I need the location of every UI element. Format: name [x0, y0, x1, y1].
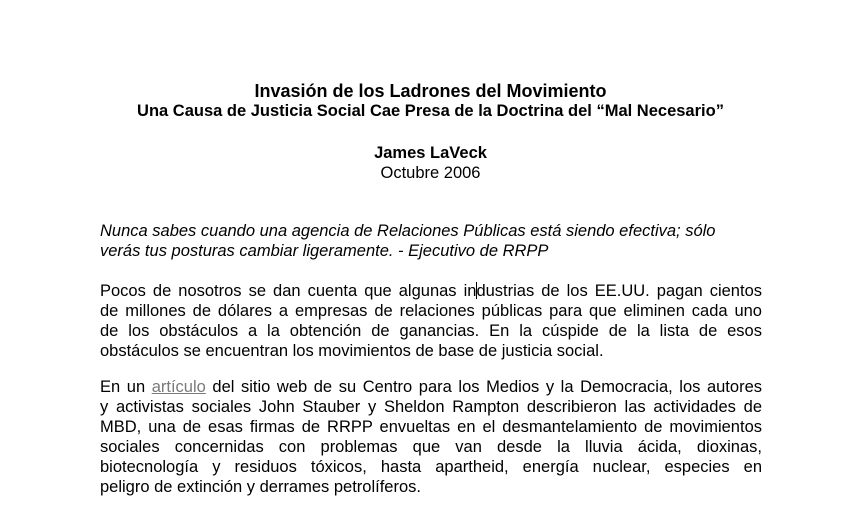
paragraph-line: biotecnología y residuos tóxicos, hasta apartheid, energía nuclear, especies en [100, 458, 762, 476]
paragraph-line: y activistas sociales John Stauber y Sheldon Rampton describieron las actividades de [100, 398, 762, 416]
author-name: James LaVeck [374, 144, 487, 162]
paragraph-line: de los obstáculos a la obtención de ganancias. En la cúspide de la lista de esos [100, 322, 762, 340]
paragraph-line [100, 281, 762, 301]
epigraph-line: Nunca sabes cuando una agencia de Relaciones Públicas está siendo efectiva; sólo [100, 222, 716, 240]
paragraph-text: del sitio web de su Centro para los Medios y la Democracia, los autores [205, 378, 762, 396]
paragraph-line: obstáculos se encuentran los movimientos de base de justicia social. [100, 342, 604, 360]
paragraph-line: MBD, una de esas firmas de RRPP envueltas en el desmantelamiento de movimientos [100, 418, 762, 436]
epigraph [100, 221, 762, 261]
paragraph-line: sociales concernidas con problemas que van desde la lluvia ácida, dioxinas, [100, 438, 762, 456]
paragraph-1 [100, 281, 762, 361]
paragraph-line: de millones de dólares a empresas de relaciones públicas para que eliminen cada uno [100, 302, 762, 320]
article-link[interactable]: artículo [151, 378, 206, 396]
paragraph-text: Pocos de nosotros se dan cuenta que algunas in [100, 282, 477, 300]
paragraph-2 [100, 377, 762, 497]
publication-date: Octubre 2006 [380, 164, 481, 182]
paragraph-line [100, 377, 762, 397]
paragraph-line: peligro de extinción y derrames petrolíferos. [100, 478, 421, 496]
epigraph-line: verás tus posturas cambiar ligeramente. - Ejecutivo de RRPP [100, 242, 549, 260]
document-subtitle: Una Causa de Justicia Social Cae Presa de la Doctrina del “Mal Necesario” [137, 102, 724, 120]
paragraph-text: dustrias de los EE.UU. pagan cientos [476, 282, 762, 300]
paragraph-text: En un [100, 378, 152, 396]
document-title: Invasión de los Ladrones del Movimiento [254, 81, 607, 101]
